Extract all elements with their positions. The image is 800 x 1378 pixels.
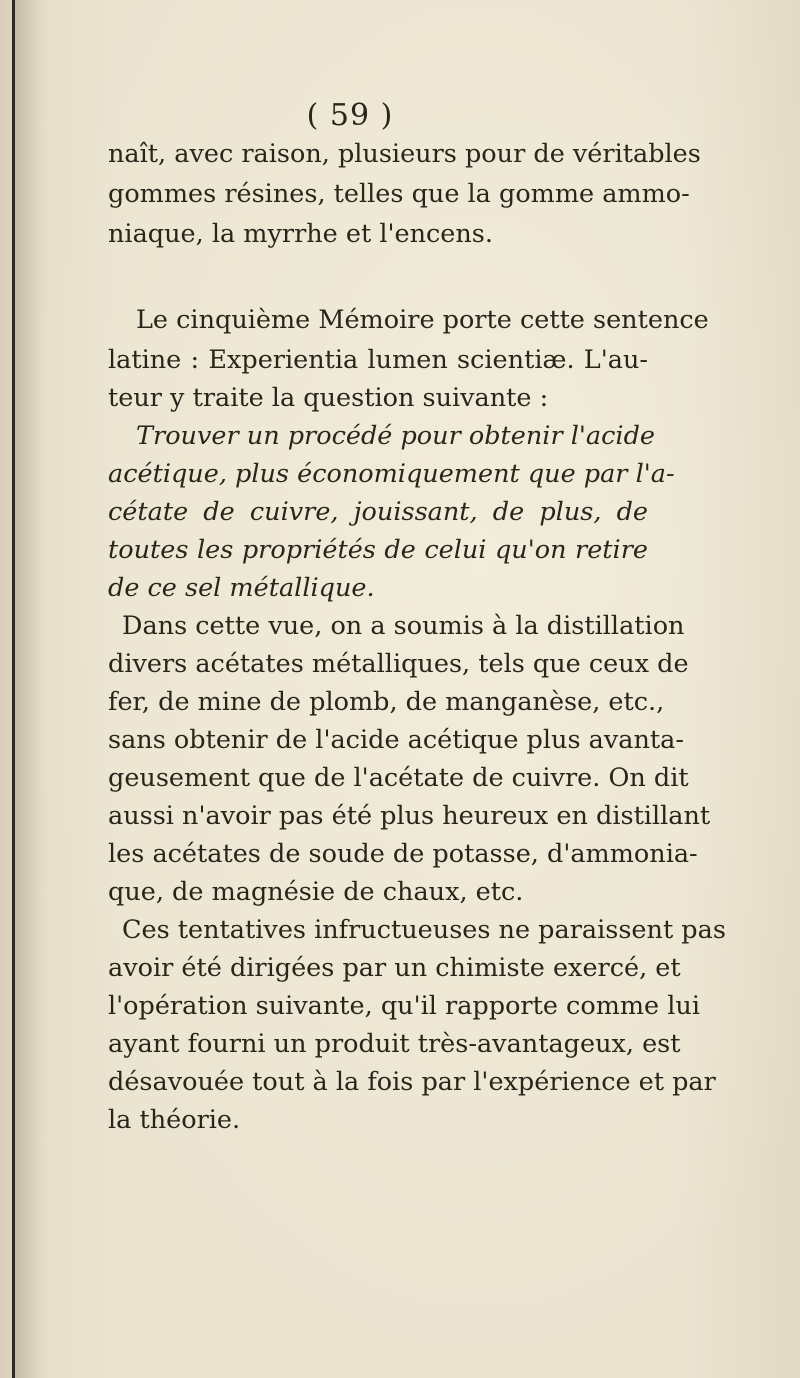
italic-line: toutes les propriétés de celui qu'on retire	[108, 535, 648, 565]
text-line: que, de magnésie de chaux, etc.	[108, 877, 524, 907]
text-line: désavouée tout à la fois par l'expérience et par	[108, 1067, 716, 1097]
text-line: naît, avec raison, plusieurs pour de véritables	[108, 139, 701, 169]
text-line: avoir été dirigées par un chimiste exercé, et	[108, 953, 681, 983]
spine-shadow	[15, 0, 45, 1378]
text-fragment: latine : Experientia lumen scientiæ. L'au-	[108, 345, 648, 375]
italic-line: acétique, plus économiquement que par l'a-	[108, 459, 675, 489]
italic-line: Trouver un procédé pour obtenir l'acide	[136, 421, 655, 451]
text-line: la théorie.	[108, 1105, 241, 1135]
text-line: ayant fourni un produit très-avantageux, est	[108, 1029, 681, 1059]
italic-line: de ce sel métallique.	[108, 573, 375, 603]
text-line: fer, de mine de plomb, de manganèse, etc.,	[108, 687, 665, 717]
page-number: ( 59 )	[306, 98, 394, 133]
text-line: divers acétates métalliques, tels que ceux de	[108, 649, 689, 679]
italic-line: cétate de cuivre, jouissant, de plus, de	[108, 497, 648, 527]
page-edge-line	[12, 0, 15, 1378]
text-line: gommes résines, telles que la gomme ammo-	[108, 179, 690, 209]
paragraph-start-line: Dans cette vue, on a soumis à la distillation	[122, 611, 685, 641]
text-line: sans obtenir de l'acide acétique plus avanta-	[108, 725, 684, 755]
paragraph-start-line: Le cinquième Mémoire porte cette sentence	[136, 305, 709, 335]
text-line	[108, 342, 648, 378]
paragraph-start-line: Ces tentatives infructueuses ne paraissent pas	[122, 915, 726, 945]
text-line: teur y traite la question suivante :	[108, 383, 549, 413]
text-line: geusement que de l'acétate de cuivre. On dit	[108, 763, 689, 793]
text-line: l'opération suivante, qu'il rapporte comme lui	[108, 991, 700, 1021]
text-line: aussi n'avoir pas été plus heureux en distillant	[108, 801, 711, 831]
text-line: niaque, la myrrhe et l'encens.	[108, 219, 493, 249]
text-line: les acétates de soude de potasse, d'ammonia-	[108, 839, 698, 869]
